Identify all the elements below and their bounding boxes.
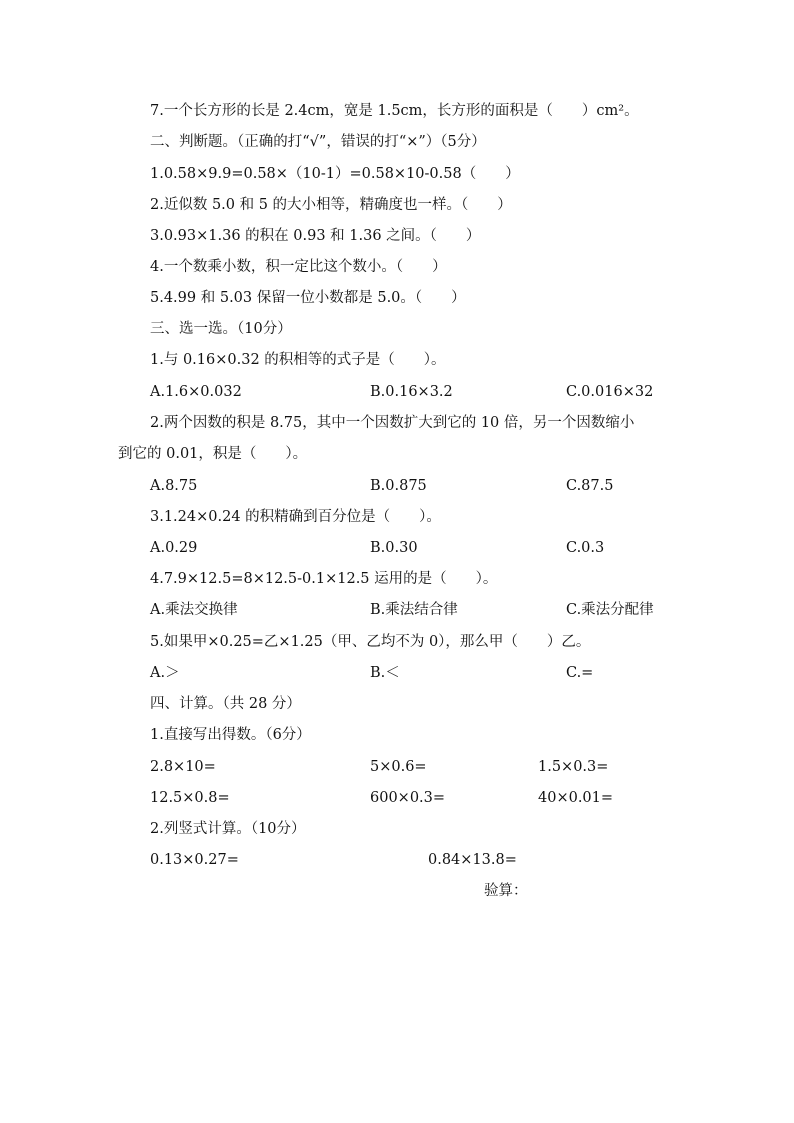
choice-q1-stem: 1.与 0.16×0.32 的积相等的式子是（ ）。 <box>150 352 446 368</box>
choice-q2-stem-line1: 2.两个因数的积是 8.75，其中一个因数扩大到它的 10 倍，另一个因数缩小 <box>150 415 635 431</box>
calc-part1-title: 1.直接写出得数。（6分） <box>150 727 311 743</box>
choice-q3-option-c: C.0.3 <box>566 540 605 556</box>
choice-q3-option-b: B.0.30 <box>370 540 418 556</box>
vertical-calc-item: 0.13×0.27= <box>150 852 239 868</box>
calc-item: 2.8×10= <box>150 759 216 775</box>
choice-q2-option-c: C.87.5 <box>566 478 614 494</box>
choice-q2-stem-line2: 到它的 0.01，积是（ ）。 <box>118 446 308 462</box>
judge-item-1: 1.0.58×9.9=0.58×（10-1）=0.58×10-0.58（ ） <box>150 166 520 182</box>
choice-q5-stem: 5.如果甲×0.25=乙×1.25（甲、乙均不为 0），那么甲（ ）乙。 <box>150 634 591 650</box>
choice-q1-option-c: C.0.016×32 <box>566 384 654 400</box>
choice-q1-option-a: A.1.6×0.032 <box>150 384 242 400</box>
calc-item: 40×0.01= <box>538 790 614 806</box>
judge-item-4: 4.一个数乘小数，积一定比这个数小。（ ） <box>150 259 447 275</box>
choice-q4-option-c: C.乘法分配律 <box>566 602 654 618</box>
choice-q2-option-a: A.8.75 <box>150 478 198 494</box>
choice-q1-option-b: B.0.16×3.2 <box>370 384 453 400</box>
choice-q5-option-b: B.＜ <box>370 665 400 681</box>
check-label: 验算： <box>484 883 528 899</box>
choice-q4-stem: 4.7.9×12.5=8×12.5-0.1×12.5 运用的是（ ）。 <box>150 571 498 587</box>
choice-q3-option-a: A.0.29 <box>150 540 198 556</box>
choice-q5-option-a: A.＞ <box>150 665 180 681</box>
choice-q2-option-b: B.0.875 <box>370 478 427 494</box>
section-4-title: 四、计算。（共 28 分） <box>150 696 301 712</box>
choice-q4-option-b: B.乘法结合律 <box>370 602 458 618</box>
calc-part2-title: 2.列竖式计算。（10分） <box>150 821 306 837</box>
choice-q3-stem: 3.1.24×0.24 的积精确到百分位是（ ）。 <box>150 509 441 525</box>
calc-item: 12.5×0.8= <box>150 790 230 806</box>
question-7: 7.一个长方形的长是 2.4cm，宽是 1.5cm，长方形的面积是（ ）cm²。 <box>150 103 639 119</box>
choice-q4-option-a: A.乘法交换律 <box>150 602 238 618</box>
choice-q5-option-c: C.= <box>566 665 594 681</box>
judge-item-5: 5.4.99 和 5.03 保留一位小数都是 5.0。（ ） <box>150 290 466 306</box>
calc-item: 5×0.6= <box>370 759 427 775</box>
section-3-title: 三、选一选。（10分） <box>150 321 292 337</box>
vertical-calc-item: 0.84×13.8= <box>428 852 517 868</box>
calc-item: 600×0.3= <box>370 790 446 806</box>
section-2-title: 二、判断题。（正确的打“√”，错误的打“×”）（5分） <box>150 134 486 150</box>
judge-item-3: 3.0.93×1.36 的积在 0.93 和 1.36 之间。（ ） <box>150 228 481 244</box>
calc-item: 1.5×0.3= <box>538 759 609 775</box>
judge-item-2: 2.近似数 5.0 和 5 的大小相等，精确度也一样。（ ） <box>150 197 512 213</box>
